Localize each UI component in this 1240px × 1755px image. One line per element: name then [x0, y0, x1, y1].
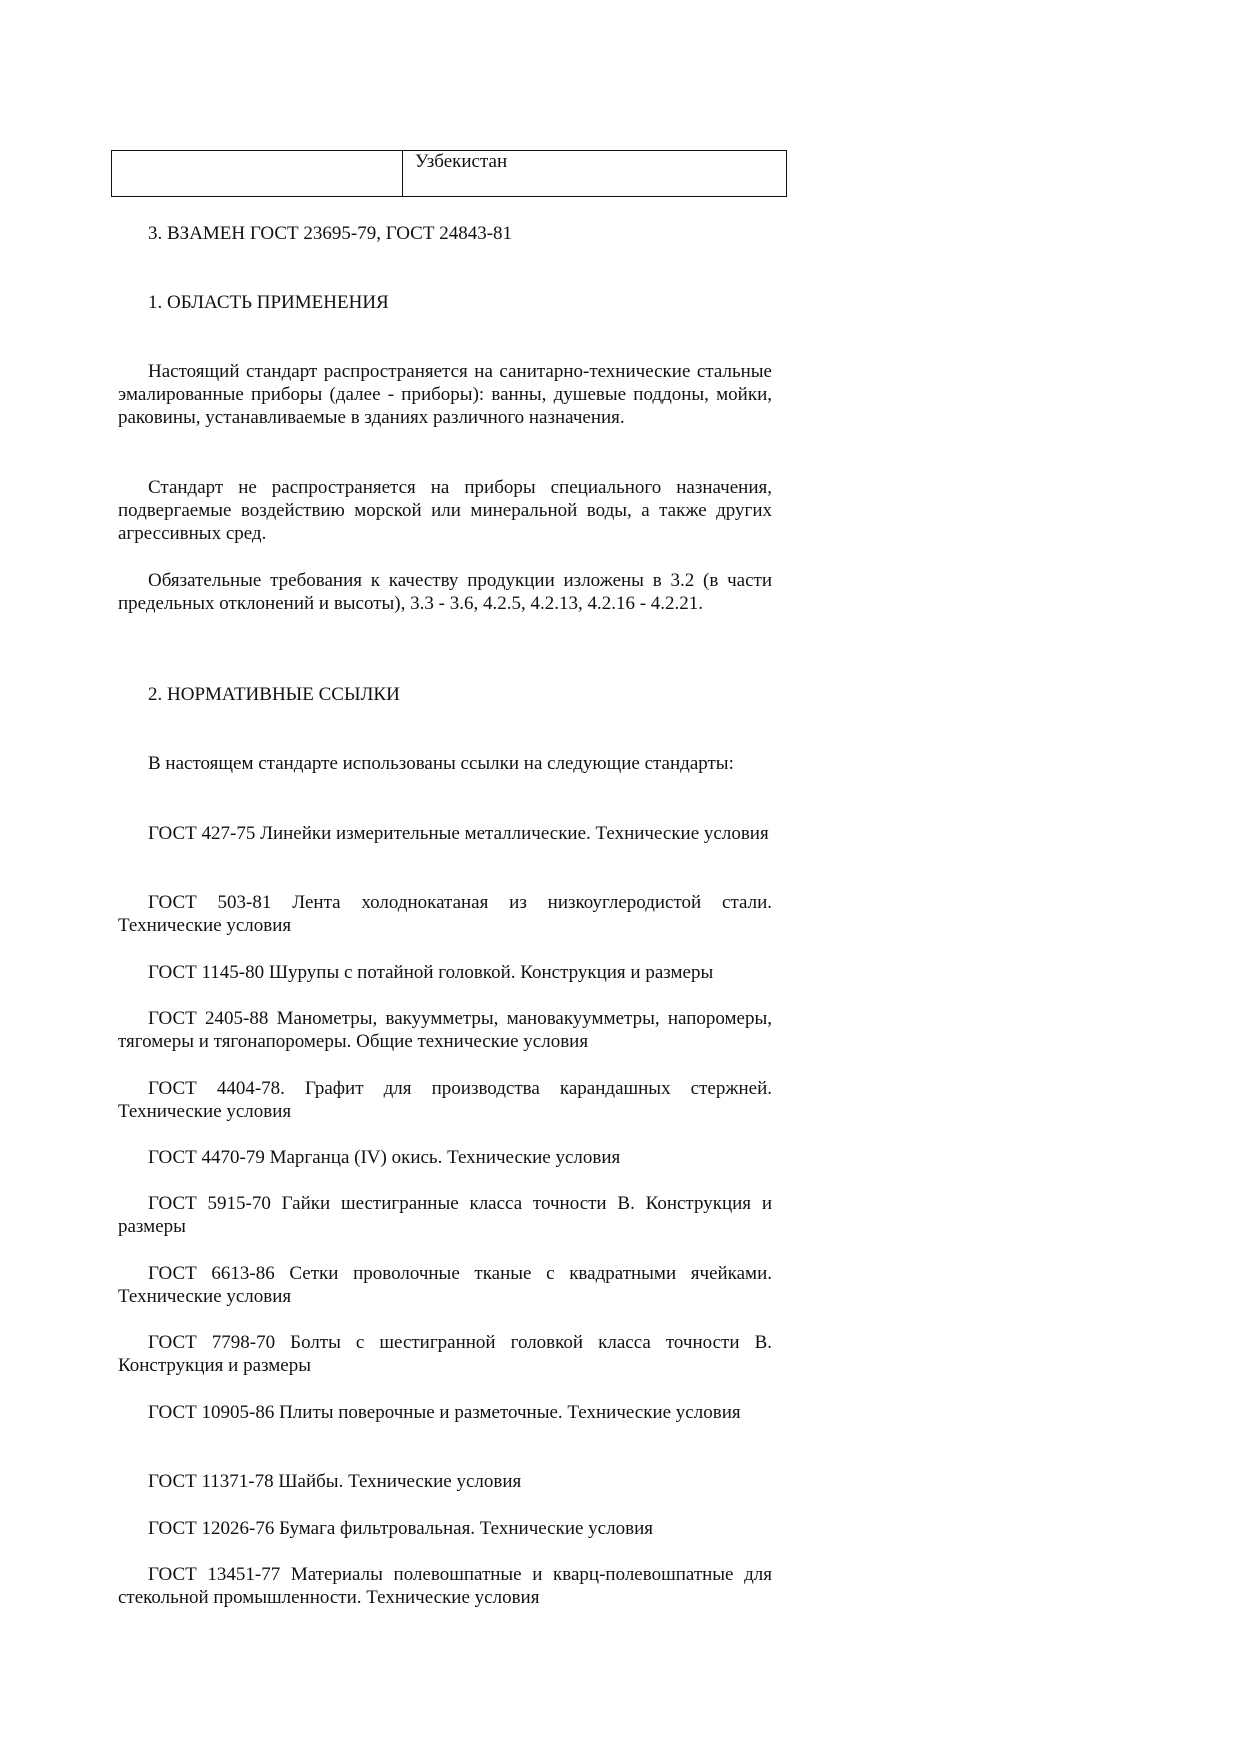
section1-paragraph: Стандарт не распространяется на приборы специального назначения, подвергаемые воздействию морской или минеральной воды, а также других агрессивных сред. — [118, 477, 772, 544]
reference-item: ГОСТ 4470-79 Марганца (IV) окись. Технические условия — [148, 1147, 621, 1168]
reference-item: ГОСТ 10905-86 Плиты поверочные и разметочные. Технические условия — [148, 1402, 741, 1423]
reference-item: ГОСТ 12026-76 Бумага фильтровальная. Технические условия — [148, 1518, 653, 1539]
section1-heading: 1. ОБЛАСТЬ ПРИМЕНЕНИЯ — [148, 292, 389, 313]
header-table — [111, 150, 787, 197]
section2-intro: В настоящем стандарте использованы ссылки на следующие стандарты: — [148, 753, 734, 774]
reference-item: ГОСТ 4404-78. Графит для производства карандашных стержней. Технические условия — [118, 1078, 772, 1122]
reference-item: ГОСТ 503-81 Лента холоднокатаная из низкоуглеродистой стали. Технические условия — [118, 892, 772, 936]
reference-item: ГОСТ 2405-88 Манометры, вакуумметры, мановакуумметры, напоромеры, тягомеры и тягонапоромеры. Общие технические условия — [118, 1008, 772, 1052]
reference-item: ГОСТ 5915-70 Гайки шестигранные класса точности В. Конструкция и размеры — [118, 1193, 772, 1237]
replaces-line: 3. ВЗАМЕН ГОСТ 23695-79, ГОСТ 24843-81 — [148, 223, 513, 244]
table-cell-empty — [112, 151, 403, 196]
section2-heading: 2. НОРМАТИВНЫЕ ССЫЛКИ — [148, 684, 400, 705]
section1-paragraph: Настоящий стандарт распространяется на санитарно-технические стальные эмалированные приборы (далее - приборы): ванны, душевые поддоны, мойки, раковины, устанавливаемые в зданиях различного назначения. — [118, 361, 772, 428]
reference-item: ГОСТ 6613-86 Сетки проволочные тканые с квадратными ячейками. Технические условия — [118, 1263, 772, 1307]
reference-item: ГОСТ 11371-78 Шайбы. Технические условия — [148, 1471, 522, 1492]
table-cell-country: Узбекистан — [415, 151, 508, 172]
reference-item: ГОСТ 1145-80 Шурупы с потайной головкой. Конструкция и размеры — [148, 962, 714, 983]
reference-item: ГОСТ 13451-77 Материалы полевошпатные и кварц-полевошпатные для стекольной промышленности. Технические условия — [118, 1564, 772, 1608]
section1-paragraph: Обязательные требования к качеству продукции изложены в 3.2 (в части предельных отклонений и высоты), 3.3 - 3.6, 4.2.5, 4.2.13, 4.2.16 - 4.2.21. — [118, 570, 772, 614]
reference-item: ГОСТ 7798-70 Болты с шестигранной головкой класса точности В. Конструкция и размеры — [118, 1332, 772, 1376]
reference-item: ГОСТ 427-75 Линейки измерительные металлические. Технические условия — [148, 823, 769, 844]
